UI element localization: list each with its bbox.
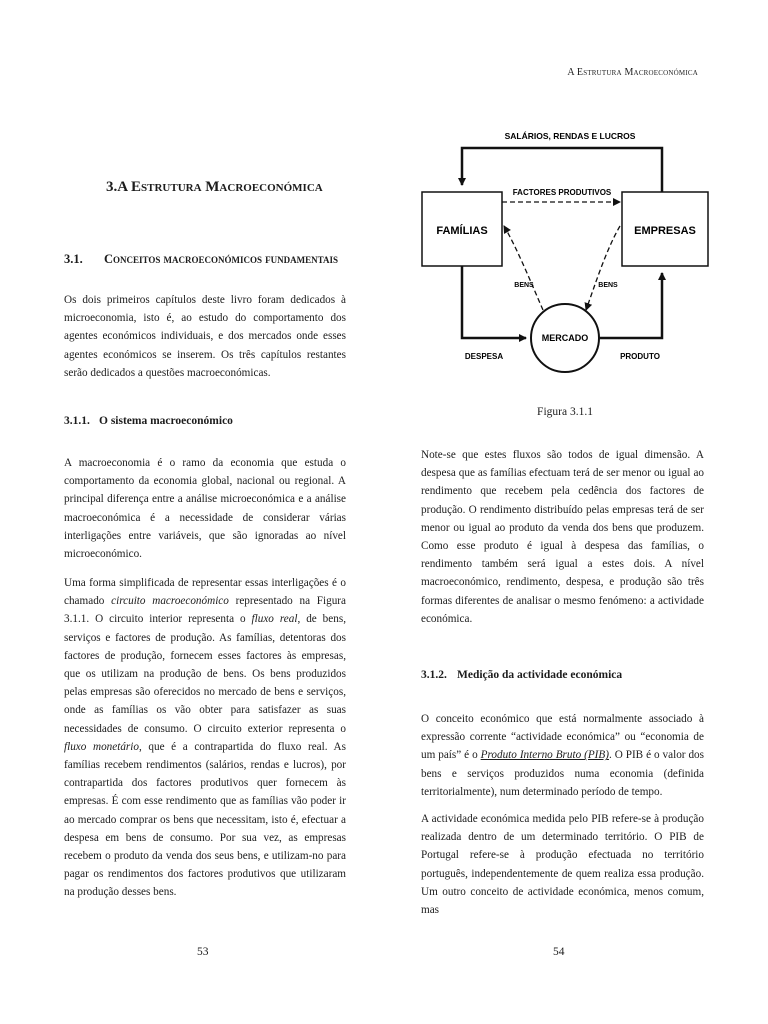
subsection-title: O sistema macroeconómico bbox=[99, 415, 233, 427]
running-head: A Estrutura Macroeconómica bbox=[567, 67, 698, 78]
page-number-left: 53 bbox=[197, 946, 209, 958]
arrow-despesa bbox=[462, 266, 526, 338]
label-despesa: DESPESA bbox=[464, 352, 504, 361]
label-produto: PRODUTO bbox=[620, 352, 660, 361]
subsection-number-2: 3.1.2. bbox=[421, 669, 447, 681]
chapter-title: 3.A Estrutura Macroeconómica bbox=[106, 179, 323, 195]
paragraph-fluxos: Note-se que estes fluxos são todos de igual dimensão. A despesa que as famílias efectuam terá de ser menor ou igual ao rendimento que recebem pela cedência dos factores de produção. O rendimento distribuído pelas empresas terá de ser menor ou igual ao produto da venda dos bens que produzem. Como esse produto é igual à despesa das famílias, o rendimento também será igual a estes dois. A nível macroeconómico, rendimento, despesa, e produção são três formas diferentes de analisar o mesmo fenómeno: a actividade económica. bbox=[421, 449, 704, 625]
label-empresas: EMPRESAS bbox=[634, 225, 696, 237]
paragraph-actividade: A actividade económica medida pelo PIB refere-se à produção realizada dentro de um determinado território. O PIB de Portugal refere-se à produção efectuada no território português, independentemente de quem realiza essa produção. Um outro conceito de actividade económica, menos comum, mas bbox=[421, 813, 704, 917]
section-number: 3.1. bbox=[64, 252, 83, 266]
emphasis-fluxo-monetario: fluxo monetário bbox=[64, 740, 139, 753]
emphasis-pib: Produto Interno Bruto (PIB) bbox=[480, 749, 609, 762]
label-mercado: MERCADO bbox=[541, 333, 589, 343]
arrow-bens-from-empresas bbox=[586, 226, 620, 310]
emphasis-circuito: circuito macroeconómico bbox=[111, 595, 229, 608]
arrow-salarios-rendas-lucros bbox=[462, 148, 662, 192]
page-number-right: 54 bbox=[553, 946, 565, 958]
section-title: Conceitos macroeconómicos fundamentais bbox=[104, 252, 338, 266]
macroeconomic-circuit-diagram bbox=[420, 125, 710, 397]
label-salarios: SALÁRIOS, RENDAS E LUCROS bbox=[504, 131, 636, 141]
figure-caption: Figura 3.1.1 bbox=[537, 406, 593, 418]
intro-paragraph: Os dois primeiros capítulos deste livro foram dedicados à microeconomia, isto é, ao estudo do comportamento dos agentes económicos individuais, e dos mercados onde esses agentes económicos se inserem. Os três capítulos restantes serão dedicados a questões macroeconómicas. bbox=[64, 294, 346, 379]
paragraph-circuito: Uma forma simplificada de representar essas interligações é o chamado circuito macroeconómico representado na Figura 3.1.1. O circuito interior representa o fluxo real, de bens, serviços e factores de produção. As famílias, detentoras dos factores de produção, fornecem esses factores às empresas, que os utilizam na produção de bens. Os bens produzidos pelas empresas são oferecidos no mercado de bens e serviços, onde as famílias os vão obter para satisfazer as suas necessidades de consumo. O circuito exterior representa o fluxo monetário, que é a contrapartida do fluxo real. As famílias recebem rendimentos (salários, rendas e lucros), por contrapartida dos factores produtivos quer fornecem às empresas. É com esse rendimento que as famílias vão poder ir ao mercado comprar os bens que necessitam, isto é, efectuar a despesa em bens de consumo. Por sua vez, as empresas recebem o produto da venda dos seus bens, e utilizam-no para pagar os rendimentos dos factores produtivos que utilizaram na produção desses bens. bbox=[64, 577, 346, 899]
label-bens-right: BENS bbox=[598, 282, 618, 289]
subsection-number: 3.1.1. bbox=[64, 415, 90, 427]
paragraph-pib: O conceito económico que está normalmente associado à expressão corrente “actividade económica” ou “economia de um país” é o Produto Interno Bruto (PIB). O PIB é o valor dos bens e serviços produzidos numa economia (definida territorialmente), num determinado período de tempo. bbox=[421, 713, 704, 798]
emphasis-fluxo-real: fluxo real bbox=[251, 613, 298, 626]
paragraph-macroeconomia: A macroeconomia é o ramo da economia que estuda o comportamento da economia global, nacional ou regional. A principal diferença entre a análise microeconómica e a análise macroeconómica é a necessidade de considerar várias interligações entre variáveis, que são ignoradas ao nível microeconómico. bbox=[64, 457, 346, 561]
arrow-bens-to-familias bbox=[504, 226, 543, 310]
label-bens-left: BENS bbox=[514, 282, 534, 289]
subsection-title-2: Medição da actividade económica bbox=[457, 669, 623, 681]
label-familias: FAMÍLIAS bbox=[436, 225, 488, 237]
label-factores: FACTORES PRODUTIVOS bbox=[512, 188, 612, 197]
